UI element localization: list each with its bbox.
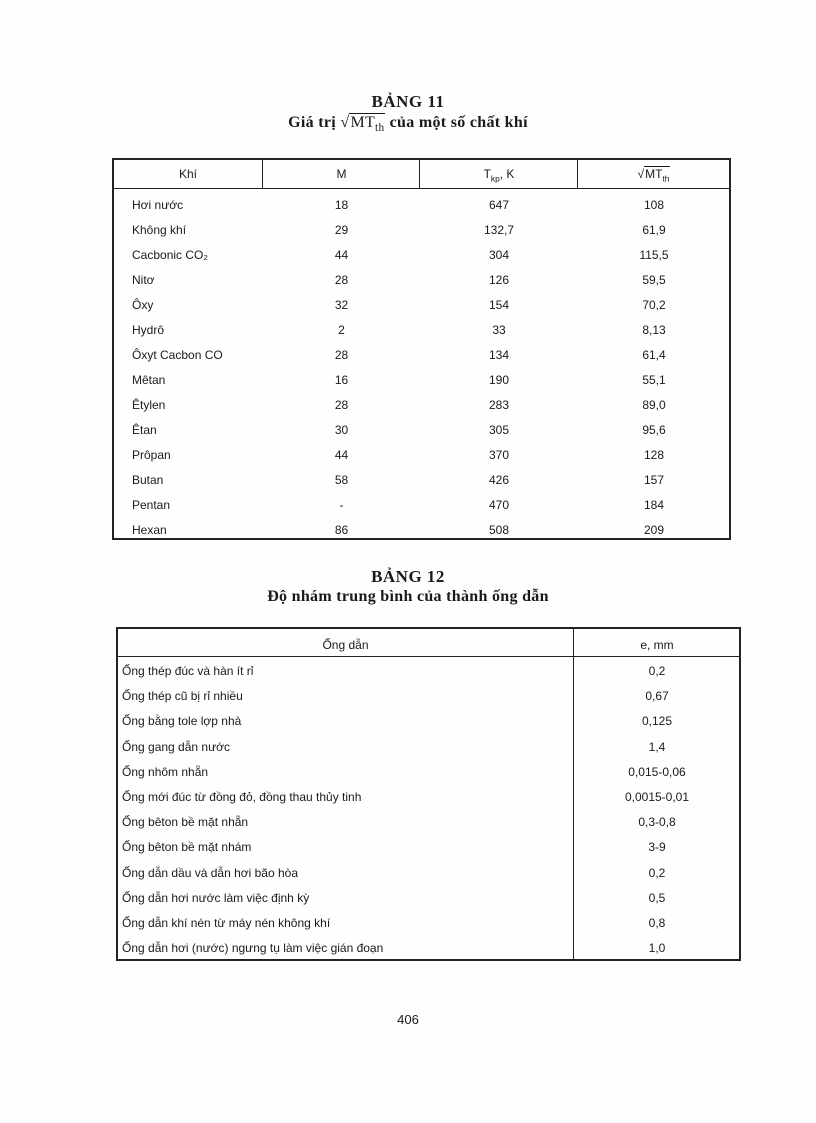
- cell-gas: Hexan: [132, 523, 167, 537]
- cell-gas: Pentan: [132, 498, 171, 512]
- table-row: [118, 784, 739, 809]
- cell-sqrt: 108: [643, 198, 665, 212]
- cell-sqrt: 89,0: [642, 398, 666, 412]
- cell-tkp: 508: [488, 523, 510, 537]
- table-row: [114, 440, 729, 465]
- header-sqrt: $√MT_{th}$: [637, 167, 670, 184]
- cell-m: 16: [334, 373, 349, 387]
- table12-header: [118, 629, 739, 657]
- cell-pipe: Ống dẫn khí nén từ máy nén không khí: [122, 915, 331, 930]
- cell-gas: Mêtan: [132, 373, 166, 387]
- cell-sqrt: 184: [643, 498, 665, 512]
- cell-gas: Ôxyt Cacbon CO: [132, 348, 223, 362]
- cell-tkp: 33: [492, 323, 506, 337]
- cell-pipe: Ống dẫn dầu và dẫn hơi bão hòa: [122, 865, 299, 880]
- cell-gas: Hydrô: [132, 323, 165, 337]
- table-row: [114, 240, 729, 265]
- cell-gas: Êtylen: [132, 398, 166, 412]
- cell-pipe: Ống thép cũ bị rỉ nhiều: [122, 689, 243, 704]
- page-number: 406: [397, 1012, 419, 1027]
- cell-sqrt: 59,5: [642, 273, 666, 287]
- cell-sqrt: 95,6: [642, 423, 666, 437]
- cell-pipe: Ống dẫn hơi (nước) ngưng tụ làm việc gián đoạn: [122, 941, 384, 956]
- cell-tkp: 190: [488, 373, 510, 387]
- cell-sqrt: 70,2: [642, 298, 666, 312]
- table11-body: [114, 190, 729, 540]
- table-row: [118, 834, 739, 859]
- header-pipe: Ống dẫn: [322, 638, 369, 652]
- table-row: [118, 935, 739, 960]
- table-row: [118, 809, 739, 834]
- table-row: [118, 683, 739, 708]
- cell-tkp: 304: [488, 248, 510, 262]
- cell-pipe: Ống dẫn hơi nước làm việc định kỳ: [122, 890, 310, 905]
- cell-sqrt: 8,13: [642, 323, 666, 337]
- cell-m: 28: [334, 348, 349, 362]
- cell-sqrt: 157: [643, 473, 665, 487]
- cell-roughness: 0,5: [648, 890, 666, 905]
- cell-pipe: Ống bêton bề mặt nhẵn: [122, 815, 249, 830]
- cell-tkp: 647: [488, 198, 510, 212]
- cell-m: 2: [338, 323, 345, 337]
- cell-tkp: 426: [488, 473, 510, 487]
- cell-pipe: Ống mới đúc từ đồng đỏ, đồng thau thủy tinh: [122, 789, 362, 804]
- table-row: [114, 515, 729, 540]
- table12: [116, 627, 741, 961]
- header-gas: Khí: [178, 167, 197, 181]
- cell-m: 58: [334, 473, 349, 487]
- table-row: [118, 910, 739, 935]
- cell-m: 28: [334, 273, 349, 287]
- cell-pipe: Ống nhôm nhẵn: [122, 764, 209, 779]
- cell-tkp: 126: [488, 273, 510, 287]
- cell-pipe: Ống bêton bề mặt nhám: [122, 840, 252, 855]
- table-row: [118, 885, 739, 910]
- table-row: [114, 265, 729, 290]
- cell-m: 32: [334, 298, 349, 312]
- table-row: [114, 490, 729, 515]
- cell-sqrt: 128: [643, 448, 665, 462]
- cell-gas: Hơi nước: [132, 198, 184, 212]
- cell-roughness: 0,2: [648, 865, 666, 880]
- cell-m: 28: [334, 398, 349, 412]
- cell-roughness: 1,0: [648, 941, 666, 956]
- cell-pipe: Ống bằng tole lợp nhà: [122, 714, 242, 729]
- cell-gas: Ôxy: [132, 298, 154, 312]
- cell-m: 44: [334, 248, 349, 262]
- cell-gas: Cacbonic CO₂: [132, 248, 209, 262]
- table12-body: [118, 658, 739, 960]
- table-row: [118, 734, 739, 759]
- cell-m: 29: [334, 223, 349, 237]
- cell-sqrt: 115,5: [639, 248, 669, 262]
- cell-sqrt: 55,1: [642, 373, 666, 387]
- table-row: [114, 340, 729, 365]
- table-row: [114, 190, 729, 215]
- cell-sqrt: 209: [643, 523, 665, 537]
- cell-sqrt: 61,4: [642, 348, 666, 362]
- cell-roughness: 0,8: [648, 915, 666, 930]
- cell-gas: Prôpan: [132, 448, 171, 462]
- table11-title-pre: Giá trị: [288, 114, 341, 131]
- table-row: [114, 390, 729, 415]
- table11-title-sqrt: MT: [350, 114, 376, 131]
- table-row: [114, 215, 729, 240]
- table-row: [114, 315, 729, 340]
- cell-sqrt: 61,9: [642, 223, 666, 237]
- table12-number: BẢNG 12: [371, 567, 445, 586]
- cell-tkp: 470: [488, 498, 510, 512]
- cell-tkp: 154: [488, 298, 510, 312]
- cell-roughness: 1,4: [648, 739, 666, 754]
- cell-roughness: 0,3-0,8: [638, 815, 676, 830]
- cell-gas: Êtan: [132, 423, 157, 437]
- cell-roughness: 0,0015-0,01: [624, 789, 690, 804]
- cell-m: -: [339, 498, 344, 512]
- cell-tkp: 370: [488, 448, 510, 462]
- table-row: [118, 759, 739, 784]
- cell-roughness: 0,015-0,06: [628, 764, 686, 779]
- table12-title: Độ nhám trung bình của thành ống dẫn: [267, 588, 549, 605]
- cell-tkp: 305: [488, 423, 510, 437]
- table11-title-post: của một số chất khí: [385, 114, 528, 131]
- sqrt-symbol: $√MT_{th}$: [340, 114, 385, 135]
- table-row: [118, 708, 739, 733]
- cell-roughness: 0,67: [645, 689, 669, 704]
- cell-roughness: 3-9: [648, 840, 666, 855]
- table-row: [118, 860, 739, 885]
- table-row: [114, 365, 729, 390]
- table-row: [114, 290, 729, 315]
- cell-m: 30: [334, 423, 349, 437]
- table11-number: BẢNG 11: [371, 92, 445, 111]
- cell-gas: Nitơ: [132, 273, 155, 287]
- cell-pipe: Ống thép đúc và hàn ít rỉ: [122, 664, 254, 678]
- table-row: [114, 465, 729, 490]
- header-m: M: [336, 167, 347, 181]
- cell-tkp: 132,7: [483, 223, 515, 237]
- table11-title: [0, 114, 816, 134]
- cell-m: 44: [334, 448, 349, 462]
- cell-tkp: 283: [488, 398, 510, 412]
- table11-header: [114, 160, 729, 189]
- table-row: [114, 415, 729, 440]
- table-row: [118, 658, 739, 683]
- cell-m: 86: [334, 523, 349, 537]
- cell-pipe: Ống gang dẫn nước: [122, 739, 230, 754]
- header-e: e, mm: [640, 638, 674, 652]
- table11: [112, 158, 731, 540]
- cell-roughness: 0,2: [648, 664, 666, 678]
- cell-tkp: 134: [488, 348, 510, 362]
- cell-m: 18: [334, 198, 349, 212]
- table11-title-sub: th: [375, 122, 385, 135]
- cell-roughness: 0,125: [641, 714, 673, 729]
- header-tkp: $T_{kp}$, K: [483, 167, 515, 184]
- cell-gas: Butan: [132, 473, 164, 487]
- cell-gas: Không khí: [132, 223, 187, 237]
